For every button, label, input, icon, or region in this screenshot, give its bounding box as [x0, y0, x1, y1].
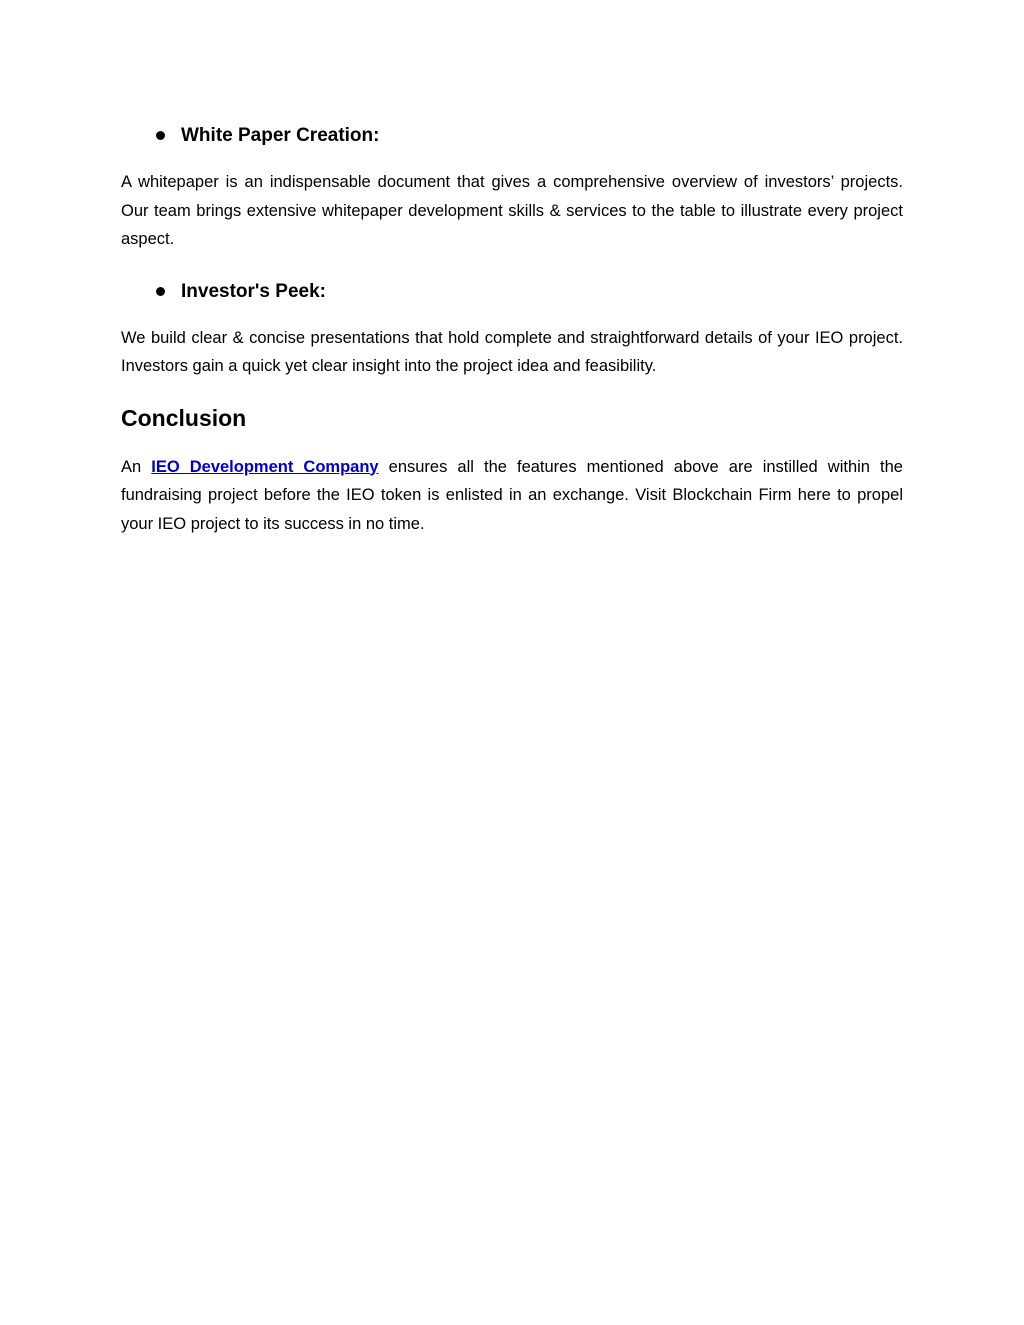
white-paper-paragraph: A whitepaper is an indispensable document that gives a comprehensive overview of investors’ projects. Our team brings extensive whitepaper development skills & services to the table to illustrate every project aspect.	[121, 173, 903, 248]
investors-peek-heading-text: Investor's Peek:	[181, 280, 326, 302]
investors-peek-heading	[121, 274, 903, 310]
document-page	[121, 118, 903, 538]
conclusion-text-end: ensures all the features mentioned above are instilled within the fundraising project before the IEO token is enlisted in an exchange. Visit Blockchain Firm here to propel your IEO project to its success in no time.	[121, 457, 903, 533]
white-paper-heading-text: White Paper Creation:	[181, 125, 380, 146]
bullet-icon	[156, 287, 165, 296]
white-paper-heading	[121, 118, 903, 154]
investors-peek-paragraph: We build clear & concise presentations that hold complete and straightforward details of your IEO project. Investors gain a quick yet clear insight into the project idea and feasibility.	[121, 328, 903, 375]
conclusion-text-start: An	[121, 457, 152, 476]
ieo-development-company-link[interactable]: IEO Development Company	[151, 457, 379, 476]
conclusion-heading: Conclusion	[121, 404, 247, 431]
conclusion-paragraph	[121, 453, 903, 539]
bullet-icon	[156, 131, 165, 140]
